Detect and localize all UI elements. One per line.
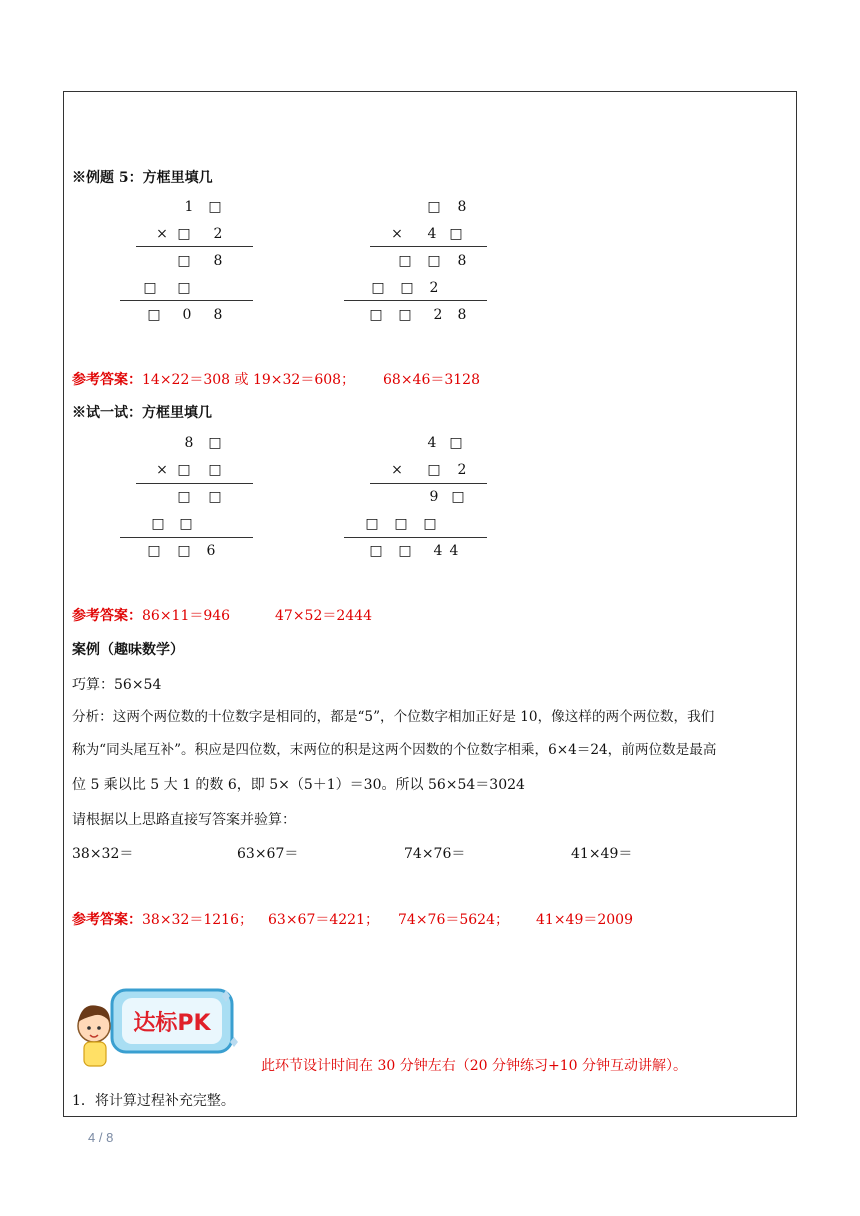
exercise-4: 41×49＝ (571, 846, 633, 862)
question-1: 1．将计算过程补充完整。 (72, 1093, 235, 1109)
digit: 8 (457, 307, 467, 323)
blank-box: □ (208, 462, 222, 478)
trial-title: ※试一试：方框里填几 (72, 405, 212, 421)
digit: 2 (433, 307, 443, 323)
blank-box: □ (208, 489, 222, 505)
answer-a: 14×22＝308 或 19×32＝608； (142, 372, 356, 388)
answer-label: 参考答案： (72, 608, 142, 624)
example5-answer-b: 68×46＝3128 (383, 372, 480, 388)
blank-box: □ (398, 307, 412, 323)
digit: 8 (457, 199, 467, 215)
blank-box: □ (427, 462, 441, 478)
exercise-3: 74×76＝ (404, 846, 466, 862)
digit: 8 (213, 307, 223, 323)
blank-box: □ (365, 516, 379, 532)
blank-box: □ (208, 435, 222, 451)
calc-rule (136, 483, 253, 484)
calc-rule (370, 246, 487, 247)
blank-box: □ (177, 462, 191, 478)
answer-4: 41×49＝2009 (536, 912, 633, 928)
pk-badge-illustration (72, 982, 242, 1074)
case-answers (72, 913, 253, 927)
blank-box: □ (398, 543, 412, 559)
blank-box: □ (177, 543, 191, 559)
answer-1: 38×32＝1216； (142, 912, 253, 928)
times-sign: × (156, 226, 168, 242)
calc-rule (120, 537, 253, 538)
digit: 1 (184, 199, 194, 215)
blank-box: □ (147, 307, 161, 323)
calc-rule (120, 300, 253, 301)
blank-box: □ (208, 199, 222, 215)
pk-time-note: 此环节设计时间在 30 分钟左右（20 分钟练习+10 分钟互动讲解）。 (261, 1058, 687, 1074)
answer-3: 74×76＝5624； (398, 912, 509, 928)
times-sign: × (156, 462, 168, 478)
exercise-2: 63×67＝ (237, 846, 299, 862)
digit: 8 (457, 253, 467, 269)
blank-box: □ (427, 199, 441, 215)
case-problem: 巧算：56×54 (72, 677, 162, 693)
calc-rule (344, 300, 487, 301)
girl-dress (84, 1042, 106, 1066)
blank-box: □ (151, 516, 165, 532)
digit: 4 (427, 226, 437, 242)
badge-text: 达标PK (133, 1011, 211, 1036)
blank-box: □ (143, 280, 157, 296)
case-heading: 案例（趣味数学） (72, 642, 184, 658)
answer-a: 86×11＝946 (142, 608, 231, 624)
example5-answer (72, 373, 355, 387)
answer-label: 参考答案： (72, 912, 142, 928)
page-number: 4 / 8 (88, 1130, 114, 1145)
digit: 9 (429, 489, 439, 505)
case-instruction: 请根据以上思路直接写答案并验算： (72, 812, 296, 828)
digit: 2 (457, 462, 467, 478)
digit: 8 (213, 253, 223, 269)
blank-box: □ (394, 516, 408, 532)
trial-answer-b: 47×52＝2444 (275, 608, 372, 624)
times-sign: × (391, 462, 403, 478)
blank-box: □ (369, 543, 383, 559)
digit: 8 (184, 435, 194, 451)
digit: 4 (449, 543, 459, 559)
blank-box: □ (177, 253, 191, 269)
digit: 2 (429, 280, 439, 296)
case-analysis-line2: 称为“同头尾互补”。积应是四位数，末两位的积是这两个因数的个位数字相乘，6×4＝24，前两位数是最高 (72, 742, 717, 758)
blank-box: □ (400, 280, 414, 296)
answer-label: 参考答案： (72, 372, 142, 388)
digit: 0 (182, 307, 192, 323)
blank-box: □ (423, 516, 437, 532)
case-analysis-line3: 位 5 乘以比 5 大 1 的数 6，即 5×（5＋1）＝30。所以 56×54＝3024 (72, 777, 525, 793)
calc-rule (136, 246, 253, 247)
case-analysis-line1: 分析：这两个两位数的十位数字是相同的，都是“5”，个位数字相加正好是 10，像这样的两个两位数，我们 (72, 709, 715, 725)
page-frame (63, 91, 797, 1117)
blank-box: □ (449, 226, 463, 242)
blank-box: □ (371, 280, 385, 296)
blank-box: □ (398, 253, 412, 269)
trial-answer (72, 609, 230, 623)
blank-box: □ (177, 489, 191, 505)
digit: 4 (427, 435, 437, 451)
exercise-1: 38×32＝ (72, 846, 134, 862)
digit: 6 (206, 543, 216, 559)
answer-2: 63×67＝4221； (268, 912, 379, 928)
blank-box: □ (369, 307, 383, 323)
blank-box: □ (147, 543, 161, 559)
digit: 2 (213, 226, 223, 242)
blank-box: □ (177, 226, 191, 242)
blank-box: □ (177, 280, 191, 296)
calc-rule (370, 483, 487, 484)
example5-title: ※例题 5：方框里填几 (72, 170, 213, 186)
blank-box: □ (179, 516, 193, 532)
blank-box: □ (427, 253, 441, 269)
blank-box: □ (451, 489, 465, 505)
digit: 4 (433, 543, 443, 559)
calc-rule (344, 537, 487, 538)
blank-box: □ (449, 435, 463, 451)
times-sign: × (391, 226, 403, 242)
